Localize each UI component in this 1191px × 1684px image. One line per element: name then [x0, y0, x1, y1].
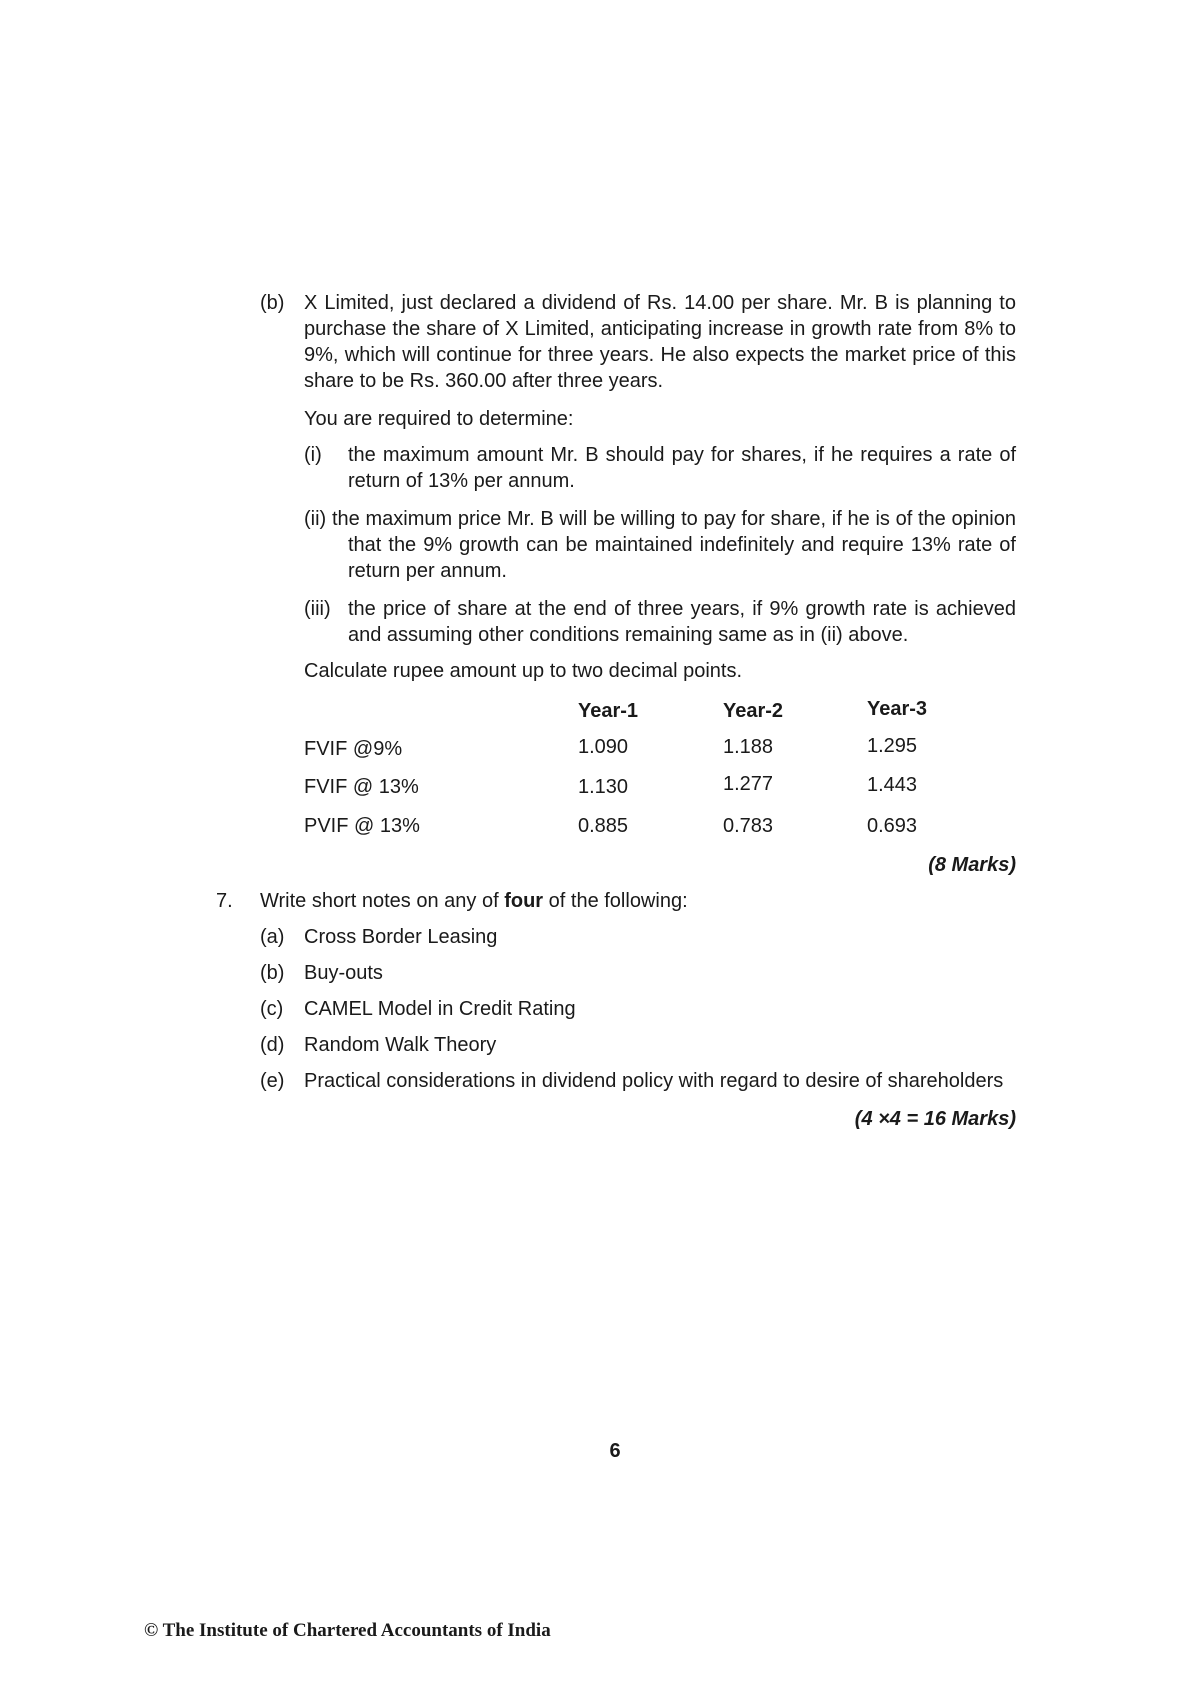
subpart-iii-label: (iii): [304, 598, 331, 620]
question-7-number: 7.: [216, 890, 233, 912]
table-cell: 1.443: [867, 774, 918, 796]
list-item-label: (b): [260, 962, 285, 984]
question-6b-intro: X Limited, just declared a dividend of Rs. 14.00 per share. Mr. B is planning to purchase the share of X Limited, anticipating increase in growth rate from 8% to 9%, which will continue for three years. He also expects the market price of this share to be Rs. 360.00 after three years.: [304, 292, 1016, 392]
table-cell: 0.885: [578, 815, 629, 837]
list-item: Cross Border Leasing: [304, 926, 498, 948]
page-number: 6: [609, 1440, 621, 1462]
question-6b-marks: (8 Marks): [928, 854, 1016, 876]
table-cell: 1.090: [578, 736, 629, 758]
table-header-year-2: Year-2: [723, 700, 784, 722]
table-row-label: PVIF @ 13%: [304, 815, 420, 837]
footer-copyright: © The Institute of Chartered Accountants of India: [144, 1620, 551, 1641]
list-item-label: (d): [260, 1034, 285, 1056]
table-row-label: FVIF @9%: [304, 738, 403, 760]
list-item-label: (a): [260, 926, 285, 948]
table-cell: 1.277: [723, 773, 774, 795]
question-7-prompt: [260, 888, 688, 914]
list-item-label: (c): [260, 998, 284, 1020]
subpart-iii-text: the price of share at the end of three years, if 9% growth rate is achieved and assuming other conditions remaining same as in (ii) above.: [348, 598, 1016, 646]
question-7-marks: (4 ×4 = 16 Marks): [854, 1108, 1016, 1130]
subpart-i-label: (i): [304, 444, 322, 466]
table-cell: 0.693: [867, 815, 918, 837]
list-item: Buy-outs: [304, 962, 383, 984]
table-header-year-3: Year-3: [867, 698, 928, 720]
required-text: You are required to determine:: [304, 408, 574, 430]
calc-note: Calculate rupee amount up to two decimal points.: [304, 660, 743, 682]
prompt-text: Write short notes on any of: [260, 890, 505, 912]
list-item-label: (e): [260, 1070, 285, 1092]
subpart-ii-label: (ii): [304, 508, 327, 530]
subpart-i-text: the maximum amount Mr. B should pay for shares, if he requires a rate of return of 13% per annum.: [348, 444, 1016, 492]
prompt-text: of the following:: [543, 890, 688, 912]
list-item: CAMEL Model in Credit Rating: [304, 998, 576, 1020]
list-item: Random Walk Theory: [304, 1034, 497, 1056]
table-row-label: FVIF @ 13%: [304, 776, 419, 798]
table-header-year-1: Year-1: [578, 700, 639, 722]
table-cell: 1.295: [867, 735, 918, 757]
table-cell: 1.188: [723, 736, 774, 758]
table-cell: 1.130: [578, 776, 629, 798]
question-6b-label: (b): [260, 292, 285, 314]
prompt-emphasis: four: [504, 890, 544, 912]
subpart-ii-text: the maximum price Mr. B will be willing to pay for share, if he is of the opinion that the 9% growth can be maintained indefinitely and require 13% rate of return per annum.: [332, 508, 1016, 582]
table-cell: 0.783: [723, 815, 774, 837]
list-item: Practical considerations in dividend policy with regard to desire of shareholders: [304, 1070, 1004, 1092]
